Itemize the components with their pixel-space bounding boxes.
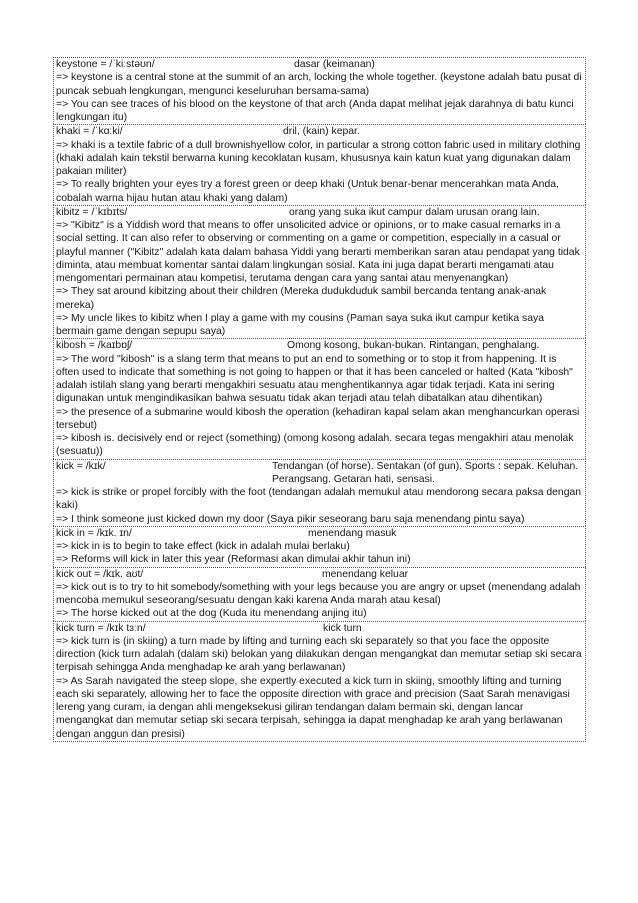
vocabulary-sheet: [53, 57, 586, 742]
meaning: Omong kosong, bukan-bukan. Rintangan, penghalang.: [287, 340, 540, 352]
entry-header: [56, 58, 582, 71]
entry-header: [56, 125, 582, 138]
entry-header: [56, 527, 582, 540]
example-line: => Reforms will kick in later this year (Reformasi akan dimulai akhir tahun ini): [56, 554, 411, 566]
definition-line: => kibosh is. decisively end or reject (something) (omong kosong adalah. secara tegas mengakhiri atau menolak (sesuatu)): [56, 433, 574, 458]
entry-kick: [53, 459, 586, 526]
definition-line: => kick in is to begin to take effect (kick in adalah mulai berlaku): [56, 541, 350, 552]
definition-line: => khaki is a textile fabric of a dull brownishyellow color, in particular a strong cotton fabric used in military clothing (khaki adalah kain tekstil berwarna kuning kecoklatan kusam, khususnya kain katun kuat yang digunakan dalam pakaian militer): [56, 139, 581, 177]
example-line: => the presence of a submarine would kibosh the operation (kehadiran kapal selam akan menghancurkan operasi tersebut): [56, 406, 580, 431]
entry-khaki: [53, 124, 586, 205]
term: kibitz = /ˈkɪbɪts/: [56, 206, 128, 218]
example-line: => My uncle likes to kibitz when I play a game with my cousins (Paman saya suka ikut campur ketika saya bermain game dengan sepupu saya): [56, 312, 544, 337]
term: kick in = /kɪk. ɪn/: [56, 527, 132, 539]
example-line: => They sat around kibitzing about their children (Mereka dudukduduk sambil bercanda tentang anak-anak mereka): [56, 286, 547, 311]
definition-line: => kick turn is (in skiing) a turn made by lifting and turning each ski separately so that you face the opposite direction (kick turn adalah (dalam ski) belokan yang dilakukan dengan mengangkat dan memutar setiap ski secara terpisah sehingga Anda menghadap ke arah yang berlawanan): [56, 635, 582, 674]
meaning: Tendangan (of horse). Sentakan (of gun). Sports : sepak. Keluhan. Perangsang. Getaran hati, sensasi.: [272, 460, 579, 485]
entry-header: [56, 206, 582, 219]
entry-keystone: [53, 57, 586, 124]
entry-kibitz: [53, 205, 586, 339]
entry-kibosh: [53, 338, 586, 458]
definition-line: => kick out is to try to hit somebody/something with your legs because you are angry or upset (menendang adalah mencoba memukul seseorang/sesuatu dengan kaki karena Anda marah atau kesal): [56, 581, 581, 606]
entry-header: [56, 568, 582, 581]
term: khaki = /ˈkɑːki/: [56, 126, 123, 138]
example-line: => You can see traces of his blood on the keystone of that arch (Anda dapat melihat jejak darahnya di batu kunci lengkungan itu): [56, 98, 574, 123]
term: kick out = /kɪk. aʊt/: [56, 568, 144, 580]
definition-line: => The word "kibosh" is a slang term that means to put an end to something or to stop it from happening. It is often used to indicate that something is not going to happen or that it has been canceled or halted (Kata "kibosh" adalah istilah slang yang berarti mengakhiri sesuatu atau menghentikannya agar tidak terjadi. Kata ini sering digunakan untuk mengindikasikan bahwa sesuatu tidak akan terjadi atau telah dibatalkan atau dihentikan): [56, 353, 573, 405]
entry-kick-in: [53, 526, 586, 567]
term: kick turn = /kɪk tɜːn/: [56, 622, 146, 634]
term: kibosh = /kaɪbɒʃ/: [56, 340, 133, 352]
example-line: => As Sarah navigated the steep slope, she expertly executed a kick turn in skiing, smoothly lifting and turning each ski separately, allowing her to face the opposite direction with grace and precision (Saat Sarah menavigasi lereng yang curam, ia dengan ahli mengeksekusi giliran tendangan dalam bermain ski, dengan lancar mengangkat dan memutar setiap ski secara terpisah, sehingga ia dapat menghadap ke arah yang berlawanan dengan anggun dan presisi): [56, 675, 570, 740]
meaning: kick turn: [323, 622, 362, 634]
definition-line: => keystone is a central stone at the summit of an arch, locking the whole together. (keystone adalah batu pusat di puncak sebuah lengkungan, mengunci keseluruhan bersama-sama): [56, 72, 582, 97]
example-line: => To really brighten your eyes try a forest green or deep khaki (Untuk benar-benar mencerahkan mata Anda, cobalah warna hijau hutan atau khaki yang dalam): [56, 179, 559, 204]
example-line: => The horse kicked out at the dog (Kuda itu menendang anjing itu): [56, 608, 367, 620]
meaning: menendang keluar: [322, 568, 409, 580]
meaning: dasar (keimanan): [294, 59, 375, 70]
term: keystone = /ˈkiːstəʊn/: [56, 59, 155, 70]
meaning: orang yang suka ikut campur dalam urusan orang lain.: [289, 206, 540, 218]
example-line: => I think someone just kicked down my door (Saya pikir seseorang baru saja menendang pintu saya): [56, 513, 525, 525]
entry-kick-out: [53, 567, 586, 621]
meaning: dril, (kain) kepar.: [283, 126, 360, 138]
term: kick = /kɪk/: [56, 460, 106, 472]
definition-line: => "Kibitz" is a Yiddish word that means to offer unsolicited advice or opinions, or to make casual remarks in a social setting. It can also refer to observing or commenting on a game or competition, especially in a casual or playful manner ("Kibitz" adalah kata dalam bahasa Yiddi yang berarti memberikan saran atau pendapat yang tidak diminta, atau membuat komentar santai dalam lingkungan sosial. Kata ini juga dapat berarti mengamati atau mengomentari permainan atau kompetisi, terutama dengan cara yang santai atau menyenangkan): [56, 220, 580, 284]
definition-line: => kick is strike or propel forcibly with the foot (tendangan adalah memukul atau mendorong secara paksa dengan kaki): [56, 487, 582, 512]
meaning: menendang masuk: [308, 527, 397, 539]
entry-header: [56, 460, 582, 487]
entry-kick-turn: [53, 621, 586, 742]
entry-header: [56, 622, 582, 635]
entry-header: [56, 339, 582, 352]
